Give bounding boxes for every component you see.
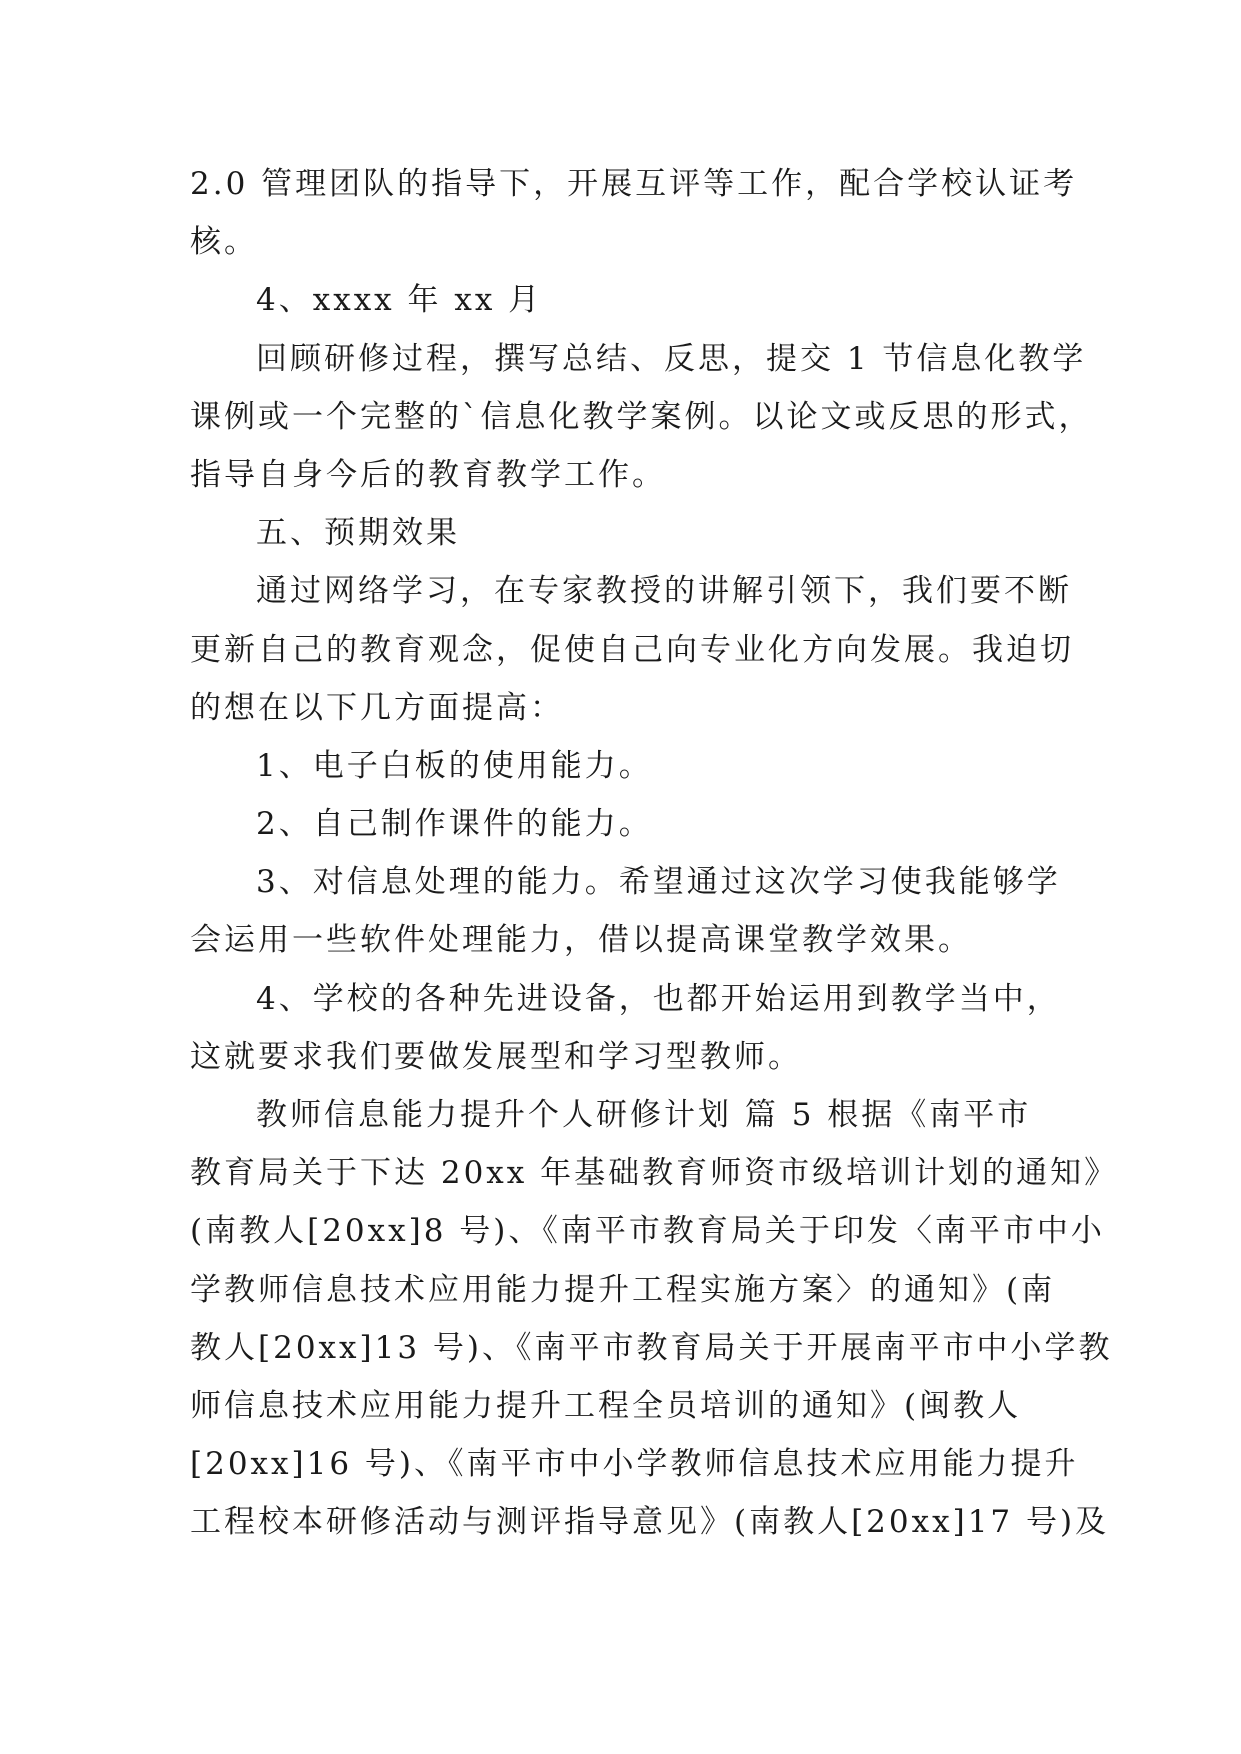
- text-line: 这就要求我们要做发展型和学习型教师。: [190, 1038, 802, 1075]
- text-line: 师信息技术应用能力提升工程全员培训的通知》(闽教人: [190, 1387, 1022, 1424]
- text-line: 会运用一些软件处理能力，借以提高课堂教学效果。: [190, 922, 972, 959]
- body-text: [190, 155, 1119, 1552]
- text-line: 3、对信息处理的能力。希望通过这次学习使我能够学: [256, 864, 1061, 901]
- text-line: [20xx]16 号)、《南平市中小学教师信息技术应用能力提升: [190, 1446, 1079, 1483]
- text-line: 通过网络学习，在专家教授的讲解引领下，我们要不断: [256, 573, 1072, 610]
- text-line: 回顾研修过程，撰写总结、反思，提交 1 节信息化教学: [256, 340, 1087, 377]
- text-line: 教人[20xx]13 号)、《南平市教育局关于开展南平市中小学教: [190, 1329, 1113, 1366]
- text-line: 2、自己制作课件的能力。: [256, 806, 653, 843]
- text-line: 4、xxxx 年 xx 月: [256, 282, 543, 319]
- text-line: 核。: [190, 224, 258, 261]
- text-line: 教育局关于下达 20xx 年基础教育师资市级培训计划的通知》: [190, 1155, 1119, 1192]
- text-line: 指导自身今后的教育教学工作。: [190, 456, 666, 493]
- text-line: 的想在以下几方面提高：: [190, 689, 564, 726]
- text-line: 学教师信息技术应用能力提升工程实施方案〉的通知》(南: [190, 1271, 1056, 1308]
- text-line: 教师信息能力提升个人研修计划 篇 5 根据《南平市: [256, 1097, 1032, 1133]
- text-line: 课例或一个完整的`信息化教学案例。以论文或反思的形式，: [190, 398, 1093, 435]
- text-line: 五、预期效果: [256, 515, 460, 552]
- text-line: 2.0 管理团队的指导下，开展互评等工作，配合学校认证考: [190, 166, 1078, 202]
- text-line: 1、电子白板的使用能力。: [256, 747, 653, 784]
- text-line: (南教人[20xx]8 号)、《南平市教育局关于印发〈南平市中小: [190, 1213, 1105, 1250]
- text-line: 更新自己的教育观念，促使自己向专业化方向发展。我迫切: [190, 631, 1074, 668]
- text-line: 4、学校的各种先进设备，也都开始运用到教学当中，: [256, 980, 1061, 1017]
- text-line: 工程校本研修活动与测评指导意见》(南教人[20xx]17 号)及: [190, 1504, 1110, 1541]
